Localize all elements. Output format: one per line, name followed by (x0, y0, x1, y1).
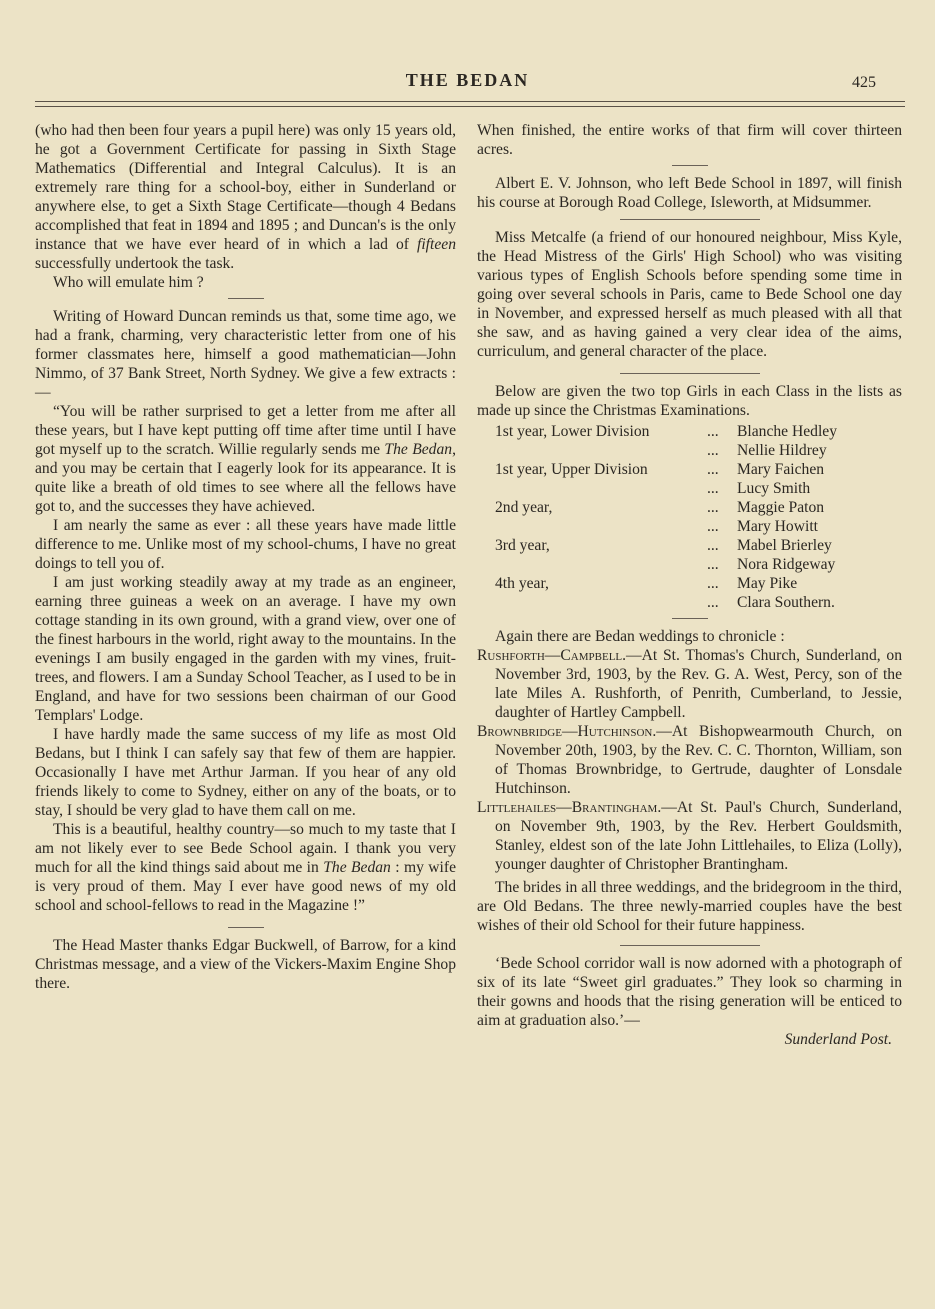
pupil-name: Blanche Hedley (737, 423, 838, 440)
class-list-row (477, 479, 902, 498)
class-list-row (477, 422, 902, 441)
leader-dots: ... (707, 461, 719, 478)
leader-dots: ... (707, 556, 719, 573)
class-year: 1st year, Upper Division (495, 461, 648, 478)
class-year (477, 593, 707, 612)
paragraph: Again there are Bedan weddings to chronicle : (495, 628, 785, 645)
class-list-row (477, 593, 902, 612)
class-list-row (477, 517, 902, 536)
paragraph: Albert E. V. Johnson, who left Bede School in 1897, will finish his course at Borough Road College, Isleworth, at Midsummer. (477, 175, 902, 211)
right-column (477, 121, 902, 1049)
pupil-name: Nellie Hildrey (737, 442, 827, 459)
header-rule (35, 101, 905, 102)
source-attribution: Sunderland Post. (784, 1031, 892, 1048)
pupil-name: Mary Howitt (737, 518, 818, 535)
quoted-paragraph: ‘Bede School corridor wall is now adorned with a photograph of six of its late “Sweet girl graduates.” They look so charming in their gowns and hoods that the rising generation will be enticed to aim at graduation also.’— (477, 955, 902, 1029)
leader-dots: ... (707, 480, 719, 497)
leader-dots: ... (707, 518, 719, 535)
section-divider (620, 373, 760, 374)
paragraph: Writing of Howard Duncan reminds us that, some time ago, we had a frank, charming, very characteristic letter from one of his former classmates here, himself a good mathematician—John Nimmo, of 37 Bank Street, North Sydney. We give a few extracts :— (35, 308, 456, 401)
wedding-notice: Rushforth—Campbell.—At St. Thomas's Church, Sunderland, on November 3rd, 1903, by the Rev. G. A. West, Percy, son of the late Miles A. Rushforth, of Penrith, Cumberland, to Jessie, daughter of Hartley Campbell. (477, 647, 902, 721)
letter-paragraph: “You will be rather surprised to get a letter from me after all these years, but I have kept putting off time after time until I have got myself up to the scratch. Willie regularly sends me The Bedan, and you may be certain that I eagerly look for its appearance. It is quite like a breath of old times to see where all the fellows have got to, and the successes they have achieved. (35, 403, 456, 515)
class-list-row (477, 441, 902, 460)
page-number: 425 (852, 74, 876, 91)
wedding-notice: Littlehailes—Brantingham.—At St. Paul's Church, Sunderland, on November 9th, 1903, by the Rev. Herbert Gouldsmith, Stanley, eldest son of the late John Littlehailes, to Eliza (Lolly), younger daughter of Christopher Brantingham. (477, 799, 902, 873)
paragraph: Who will emulate him ? (53, 274, 204, 291)
running-title: THE BEDAN (405, 70, 530, 90)
pupil-name: Clara Southern. (737, 594, 835, 611)
class-year (477, 441, 707, 460)
section-divider (228, 298, 264, 299)
class-year: 4th year, (495, 575, 549, 592)
pupil-name: May Pike (737, 575, 798, 592)
pupil-name: Lucy Smith (737, 480, 811, 497)
paragraph: The brides in all three weddings, and the bridegroom in the third, are Old Bedans. The three newly-married couples have the best wishes of their old School for their future happiness. (477, 879, 902, 934)
left-column (35, 121, 456, 993)
section-divider (228, 927, 264, 928)
class-list-row (477, 555, 902, 574)
class-list-row (477, 498, 902, 517)
class-year: 3rd year, (495, 537, 550, 554)
header-rule-lower (35, 106, 905, 107)
leader-dots: ... (707, 594, 719, 611)
class-year (477, 555, 707, 574)
pupil-name: Maggie Paton (737, 499, 825, 516)
section-divider (620, 945, 760, 946)
pupil-name: Mabel Brierley (737, 537, 832, 554)
paragraph: Below are given the two top Girls in each Class in the lists as made up since the Christmas Examinations. (477, 383, 902, 419)
class-year: 2nd year, (495, 499, 553, 516)
section-divider (620, 219, 760, 220)
pupil-name: Nora Ridgeway (737, 556, 836, 573)
class-list-row (477, 536, 902, 555)
paragraph: The Head Master thanks Edgar Buckwell, of Barrow, for a kind Christmas message, and a view of the Vickers-Maxim Engine Shop there. (35, 937, 456, 992)
letter-paragraph: This is a beautiful, healthy country—so much to my taste that I am not likely ever to see Bede School again. I thank you very much for all the kind things said about me in The Bedan : my wife is very proud of them. May I ever have good news of my old school and school-fellows to read in the Magazine !” (35, 821, 457, 914)
class-year (477, 517, 707, 536)
paragraph: Miss Metcalfe (a friend of our honoured neighbour, Miss Kyle, the Head Mistress of the Girls' High School) who was visiting various types of English Schools before spending some time in going over several schools in Paris, came to Bede School one day in November, and expressed herself as much pleased with all that she saw, and as having gained a very clear idea of the aims, curriculum, and general character of the place. (477, 229, 902, 360)
class-year (477, 479, 707, 498)
leader-dots: ... (707, 537, 719, 554)
leader-dots: ... (707, 575, 719, 592)
leader-dots: ... (707, 423, 719, 440)
section-divider (672, 165, 708, 166)
leader-dots: ... (707, 499, 719, 516)
leader-dots: ... (707, 442, 719, 459)
class-list (477, 422, 902, 612)
class-list-row (477, 460, 902, 479)
paragraph: When finished, the entire works of that firm will cover thirteen acres. (477, 122, 902, 158)
class-year: 1st year, Lower Division (495, 423, 650, 440)
paragraph: (who had then been four years a pupil here) was only 15 years old, he got a Government Certificate for passing in Sixth Stage Mathematics (Differential and Integral Calculus). It is an extremely rare thing for a school-boy, either in Sunderland or anywhere else, to get a Sixth Stage Certificate—though 4 Bedans accomplished that feat in 1894 and 1895 ; and Duncan's is the only instance that we have ever heard of in which a lad of fifteen successfully undertook the task. (35, 122, 456, 272)
letter-paragraph: I am just working steadily away at my trade as an engineer, earning three guineas a week on an average. I have my own cottage standing in its own ground, with a grand view, over one of the finest harbours in the world, right away to the mountains. In the evenings I am busily engaged in the garden with my vines, fruit-trees, and flowers. I am a Sunday School Teacher, as I used to be in England, and have for two sessions been chairman of our Good Templars' Lodge. (35, 574, 456, 724)
letter-paragraph: I have hardly made the same success of my life as most Old Bedans, but I think I can safely say that few of them are happier. Occasionally I have met Arthur Jarman. If you hear of any old friends likely to come to Sydney, either on any of the boats, or to stay, I should be very glad to have them call on me. (35, 726, 456, 819)
pupil-name: Mary Faichen (737, 461, 825, 478)
wedding-notice: Brownbridge—Hutchinson.—At Bishopwearmouth Church, on November 20th, 1903, by the Rev. C. C. Thornton, William, son of Thomas Brownbridge, to Gertrude, daughter of Lonsdale Hutchinson. (477, 723, 902, 797)
class-list-row (477, 574, 902, 593)
letter-paragraph: I am nearly the same as ever : all these years have made little difference to me. Unlike most of my school-chums, I have no great doings to tell you of. (35, 517, 456, 572)
section-divider (672, 618, 708, 619)
